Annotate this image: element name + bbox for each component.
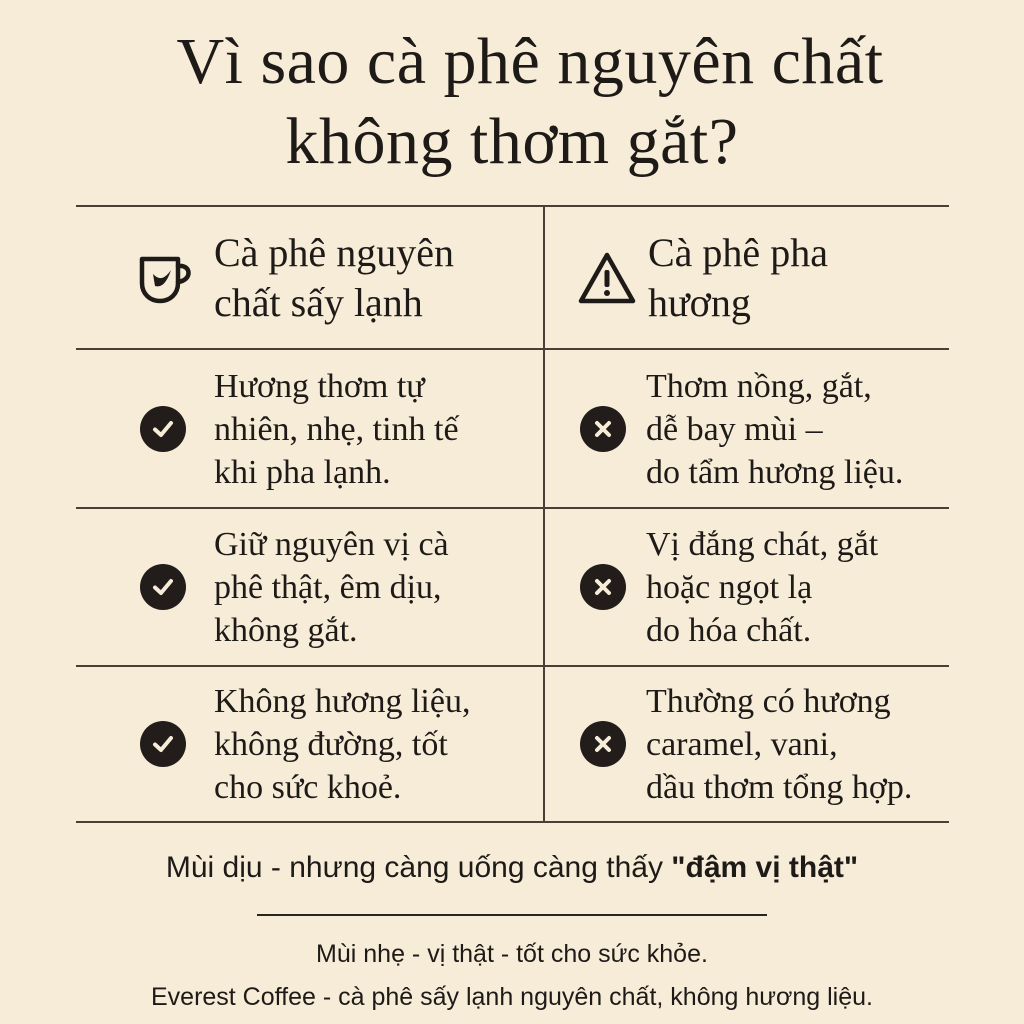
x-circle-icon — [580, 406, 626, 452]
footer-line-1: Mùi nhẹ - vị thật - tốt cho sức khỏe. — [316, 940, 708, 968]
check-circle-icon — [140, 564, 186, 610]
tagline-prefix: Mùi dịu - nhưng càng uống càng thấy — [165, 851, 672, 884]
x-circle-icon — [580, 721, 626, 767]
row-3-right-text: Thường có hương caramel, vani, dầu thơm tổng hợp. — [646, 682, 913, 806]
column-heading-flavored: Cà phê pha hương — [648, 230, 828, 325]
row-1-left — [140, 351, 459, 507]
row-3-left-text: Không hương liệu, không đường, tốt cho sức khoẻ. — [214, 682, 471, 806]
footer-line-2: Everest Coffee - cà phê sấy lạnh nguyên chất, không hương liệu. — [150, 983, 873, 1011]
row-1-right-text: Thơm nồng, gắt, dễ bay mùi – do tẩm hương liệu. — [646, 367, 904, 491]
row-2-left-text: Giữ nguyên vị cà phê thật, êm dịu, không gắt. — [214, 525, 449, 649]
table-rule-header — [76, 348, 949, 350]
page-title — [0, 22, 1024, 182]
row-2-left — [140, 509, 449, 665]
row-3-right — [580, 667, 912, 821]
column-heading-pure: Cà phê nguyên chất sấy lạnh — [214, 230, 454, 325]
table-rule-bottom — [76, 821, 949, 823]
tagline-emphasis: "đậm vị thật" — [671, 851, 859, 884]
title-line-2: không thơm gắt? — [285, 105, 739, 178]
coffee-cup-check-icon — [136, 250, 198, 306]
row-2-right — [580, 509, 878, 665]
table-column-divider — [543, 205, 545, 823]
column-header-pure-coffee — [136, 225, 454, 331]
comparison-table — [76, 205, 949, 823]
title-line-1: Vì sao cà phê nguyên chất — [176, 25, 884, 98]
check-circle-icon — [140, 721, 186, 767]
footer-divider — [257, 914, 767, 916]
row-1-right — [580, 351, 903, 507]
warning-triangle-icon — [576, 250, 638, 306]
table-rule-top — [76, 205, 949, 207]
row-3-left — [140, 667, 470, 821]
x-circle-icon — [580, 564, 626, 610]
row-2-right-text: Vị đắng chát, gắt hoặc ngọt lạ do hóa chất. — [646, 525, 879, 649]
tagline — [0, 848, 1024, 888]
row-1-left-text: Hương thơm tự nhiên, nhẹ, tinh tế khi pha lạnh. — [214, 367, 459, 491]
check-circle-icon — [140, 406, 186, 452]
column-header-flavored-coffee — [576, 225, 828, 331]
